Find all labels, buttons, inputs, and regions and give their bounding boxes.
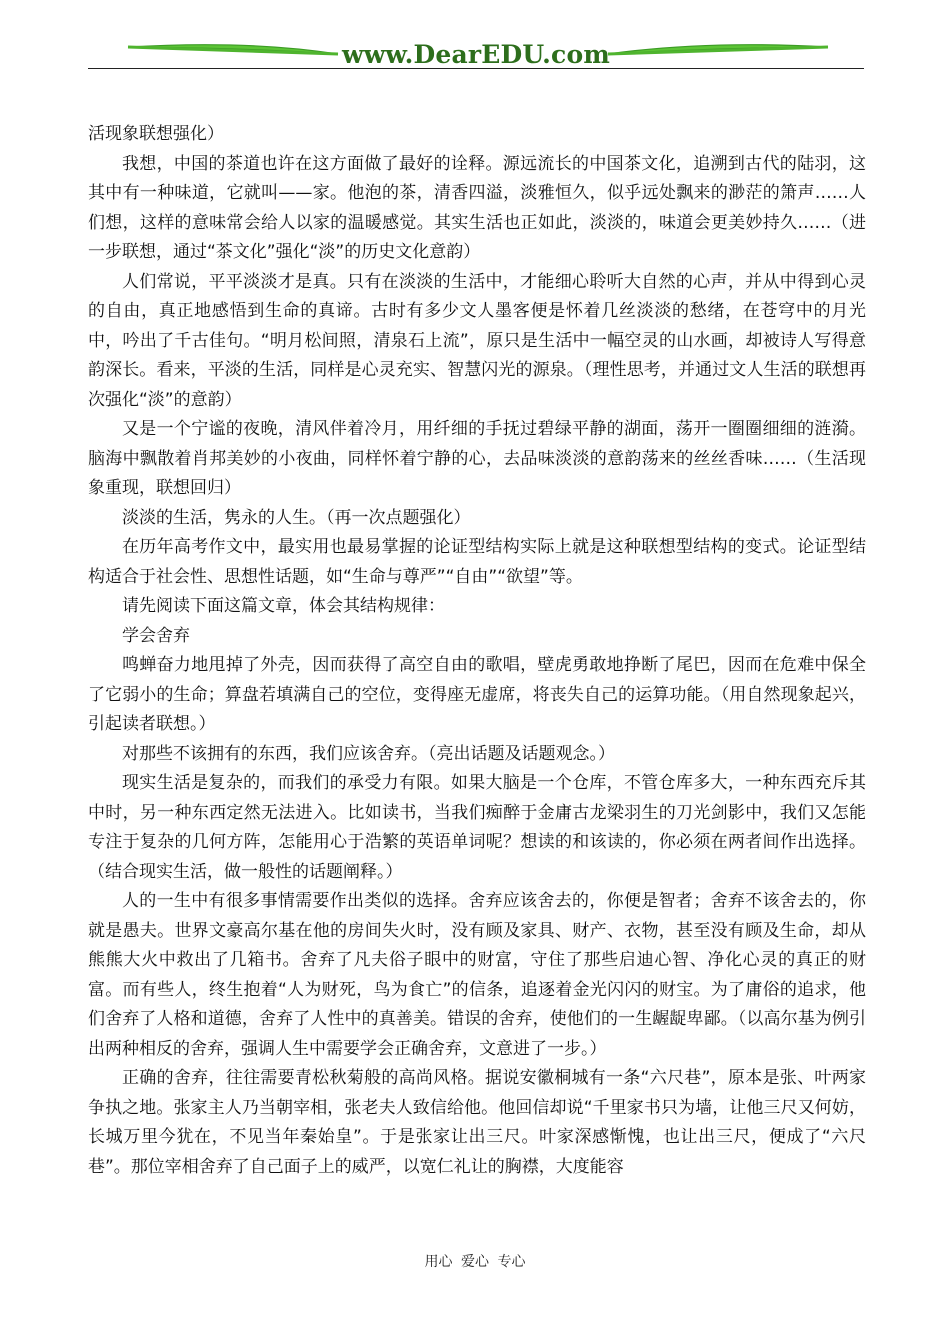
page-header — [88, 30, 864, 70]
paragraph-13: 正确的舍弃，往往需要青松秋菊般的高尚风格。据说安徽桐城有一条“六尺巷”，原本是张、叶两家争执之地。张家主人乃当朝宰相，张老夫人致信给他。他回信却说“千里家书只为墙，让他三尺又何妨，长城万里今犹在，不见当年秦始皇”。于是张家让出三尺。叶家深感惭愧，也让出三尺，便成了“六尺巷”。那位宰相舍弃了自己面子上的威严，以宽仁礼让的胸襟，大度能容 — [88, 1068, 866, 1177]
paragraph-6: 在历年高考作文中，最实用也最易掌握的论证型结构实际上就是这种联想型结构的变式。论证型结构适合于社会性、思想性话题，如“生命与尊严”“自由”“欲望”等。 — [88, 537, 866, 587]
paragraph-12: 人的一生中有很多事情需要作出类似的选择。舍弃应该舍去的，你便是智者；舍弃不该舍去的，你就是愚夫。世界文豪高尔基在他的房间失火时，没有顾及家具、财产、衣物，甚至没有顾及生命，却从熊熊大火中救出了几箱书。舍弃了凡夫俗子眼中的财富，守住了那些启迪心智、净化心灵的真正的财富。而有些人，终生抱着“人为财死，鸟为食亡”的信条，追逐着金光闪闪的财宝。为了庸俗的追求，他们舍弃了人格和道德，舍弃了人性中的真善美。错误的舍弃，使他们的一生龌龊卑鄙。（以高尔基为例引出两种相反的舍弃，强调人生中需要学会正确舍弃，文意进了一步。） — [88, 891, 866, 1059]
paragraph-3: 人们常说，平平淡淡才是真。只有在淡淡的生活中，才能细心聆听大自然的心声，并从中得到心灵的自由，真正地感悟到生命的真谛。古时有多少文人墨客便是怀着几丝淡淡的愁绪，在苍穹中的月光中，吟出了千古佳句。“明月松间照，清泉石上流”，原只是生活中一幅空灵的山水画，却被诗人写得意韵深长。看来，平淡的生活，同样是心灵充实、智慧闪光的源泉。（理性思考，并通过文人生活的联想再次强化“淡”的意韵） — [88, 271, 866, 410]
paragraph-10: 对那些不该拥有的东西，我们应该舍弃。（亮出话题及话题观念。） — [122, 743, 615, 764]
site-logo-text: www.DearEDU.com — [341, 40, 610, 69]
essay-title: 学会舍弃 — [122, 625, 190, 646]
paragraph-11: 现实生活是复杂的，而我们的承受力有限。如果大脑是一个仓库，不管仓库多大，一种东西充斥其中时，另一种东西定然无法进入。比如读书，当我们痴醉于金庸古龙梁羽生的刀光剑影中，我们又怎能专注于复杂的几何方阵，怎能用心于浩繁的英语单词呢？想读的和该读的，你必须在两者间作出选择。（结合现实生活，做一般性的话题阐释。） — [88, 773, 866, 882]
page-footer: 用心 爱心 专心 — [424, 1254, 526, 1270]
paragraph-4: 又是一个宁谧的夜晚，清风伴着冷月，用纤细的手抚过碧绿平静的湖面，荡开一圈圈细细的涟漪。脑海中飘散着肖邦美妙的小夜曲，同样怀着宁静的心，去品味淡淡的意韵荡来的丝丝香味……（生活现象重现，联想回归） — [88, 419, 866, 498]
document-body — [88, 120, 866, 1182]
paragraph-7: 请先阅读下面这篇文章，体会其结构规律： — [122, 596, 445, 616]
paragraph-5: 淡淡的生活，隽永的人生。（再一次点题强化） — [122, 507, 471, 528]
paragraph-9: 鸣蝉奋力地甩掉了外壳，因而获得了高空自由的歌唱，壁虎勇敢地挣断了尾巴，因而在危难中保全了它弱小的生命；算盘若填满自己的空位，变得座无虚席，将丧失自己的运算功能。（用自然现象起兴，引起读者联想。） — [88, 655, 866, 734]
paragraph-2: 我想，中国的茶道也许在这方面做了最好的诠释。源远流长的中国茶文化，追溯到古代的陆羽，这其中有一种味道，它就叫——家。他泡的茶，清香四溢，淡雅恒久，似乎远处飘来的渺茫的箫声……人们想，这样的意味常会给人以家的温暖感觉。其实生活也正如此，淡淡的，味道会更美妙持久……（进一步联想，通过“茶文化”强化“淡”的历史文化意韵） — [88, 153, 866, 262]
header-divider — [88, 68, 864, 69]
paragraph-1: 活现象联想强化） — [88, 124, 224, 144]
